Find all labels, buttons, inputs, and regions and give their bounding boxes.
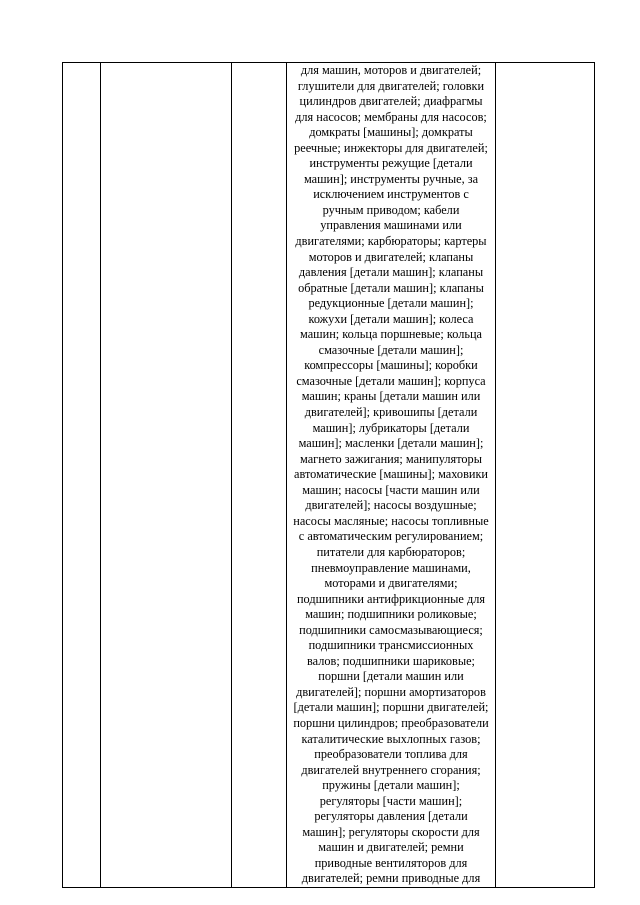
- goods-line: приводные вентиляторов для: [314, 855, 468, 870]
- goods-line: инструменты режущие [детали: [309, 156, 473, 171]
- goods-line: ручным приводом; кабели: [322, 202, 460, 217]
- goods-line: компрессоры [машины]; коробки: [304, 358, 478, 373]
- goods-line: подшипники трансмиссионных: [308, 638, 474, 653]
- goods-line: двигателей; ремни приводные для: [301, 871, 481, 886]
- goods-line: пружины [детали машин];: [322, 778, 460, 793]
- goods-line: подшипники самосмазывающиеся;: [299, 622, 483, 637]
- goods-line: машин и двигателей; ремни: [318, 840, 464, 855]
- goods-line: каталитические выхлопных газов;: [301, 731, 481, 746]
- goods-line: магнето зажигания; манипуляторы: [300, 451, 482, 466]
- table-cell-goods-list: [287, 63, 496, 888]
- goods-line: двигателей]; насосы воздушные;: [305, 498, 477, 513]
- goods-line: машин; подшипники роликовые;: [305, 607, 477, 622]
- goods-line: машин]; регуляторы скорости для: [302, 824, 480, 839]
- goods-line: моторами и двигателями;: [324, 576, 458, 591]
- goods-line: питатели для карбюраторов;: [316, 544, 466, 559]
- table-cell-number: [63, 63, 101, 888]
- goods-line: валов; подшипники шариковые;: [307, 653, 475, 668]
- goods-line: [детали машин]; поршни двигателей;: [293, 700, 489, 715]
- goods-line: двигателей]; поршни амортизаторов: [296, 684, 486, 699]
- goods-line: поршни цилиндров; преобразователи: [293, 715, 489, 730]
- goods-line: поршни [детали машин или: [318, 669, 464, 684]
- goods-line: домкраты [машины]; домкраты: [309, 125, 473, 140]
- goods-table: [62, 62, 595, 888]
- goods-line: с автоматическим регулированием;: [298, 529, 484, 544]
- goods-line: для насосов; мембраны для насосов;: [295, 109, 487, 124]
- goods-line: пневмоуправление машинами,: [311, 560, 471, 575]
- goods-line: подшипники антифрикционные для: [296, 591, 486, 606]
- goods-list-text: [287, 63, 495, 887]
- goods-line: автоматические [машины]; маховики: [293, 467, 489, 482]
- goods-line: реечные; инжекторы для двигателей;: [294, 140, 488, 155]
- goods-line: регуляторы давления [детали: [314, 809, 468, 824]
- goods-line: преобразователи топлива для: [314, 747, 468, 762]
- table-cell-notes: [496, 63, 595, 888]
- table-cell-designation: [101, 63, 232, 888]
- goods-line: насосы масляные; насосы топливные: [293, 513, 489, 528]
- table-cell-class: [232, 63, 287, 888]
- goods-line: для машин, моторов и двигателей;: [300, 63, 482, 77]
- goods-line: машин; краны [детали машин или: [301, 389, 481, 404]
- goods-line: глушители для двигателей; головки: [297, 78, 485, 93]
- goods-line: редукционные [детали машин];: [308, 296, 474, 311]
- goods-line: двигателей]; кривошипы [детали: [304, 405, 478, 420]
- goods-line: смазочные [детали машин]; корпуса: [296, 373, 486, 388]
- goods-line: машин; насосы [части машин или: [302, 482, 480, 497]
- goods-line: обратные [детали машин]; клапаны: [298, 280, 484, 295]
- goods-line: управления машинами или: [320, 218, 462, 233]
- goods-line: кожухи [детали машин]; колеса: [308, 311, 474, 326]
- goods-line: смазочные [детали машин];: [318, 342, 464, 357]
- goods-line: двигателей внутреннего сгорания;: [301, 762, 481, 777]
- goods-line: регуляторы [части машин];: [319, 793, 463, 808]
- table-row: [63, 63, 595, 888]
- goods-line: машин]; лубрикаторы [детали: [312, 420, 470, 435]
- goods-line: давления [детали машин]; клапаны: [298, 265, 484, 280]
- goods-line: исключением инструментов с: [313, 187, 469, 202]
- goods-line: цилиндров двигателей; диафрагмы: [299, 94, 483, 109]
- goods-line: машин; кольца поршневые; кольца: [300, 327, 482, 342]
- goods-line: двигателями; карбюраторы; картеры: [295, 234, 487, 249]
- goods-line: машин]; масленки [детали машин];: [298, 436, 484, 451]
- goods-line: моторов и двигателей; клапаны: [308, 249, 474, 264]
- goods-line: машин]; инструменты ручные, за: [303, 171, 479, 186]
